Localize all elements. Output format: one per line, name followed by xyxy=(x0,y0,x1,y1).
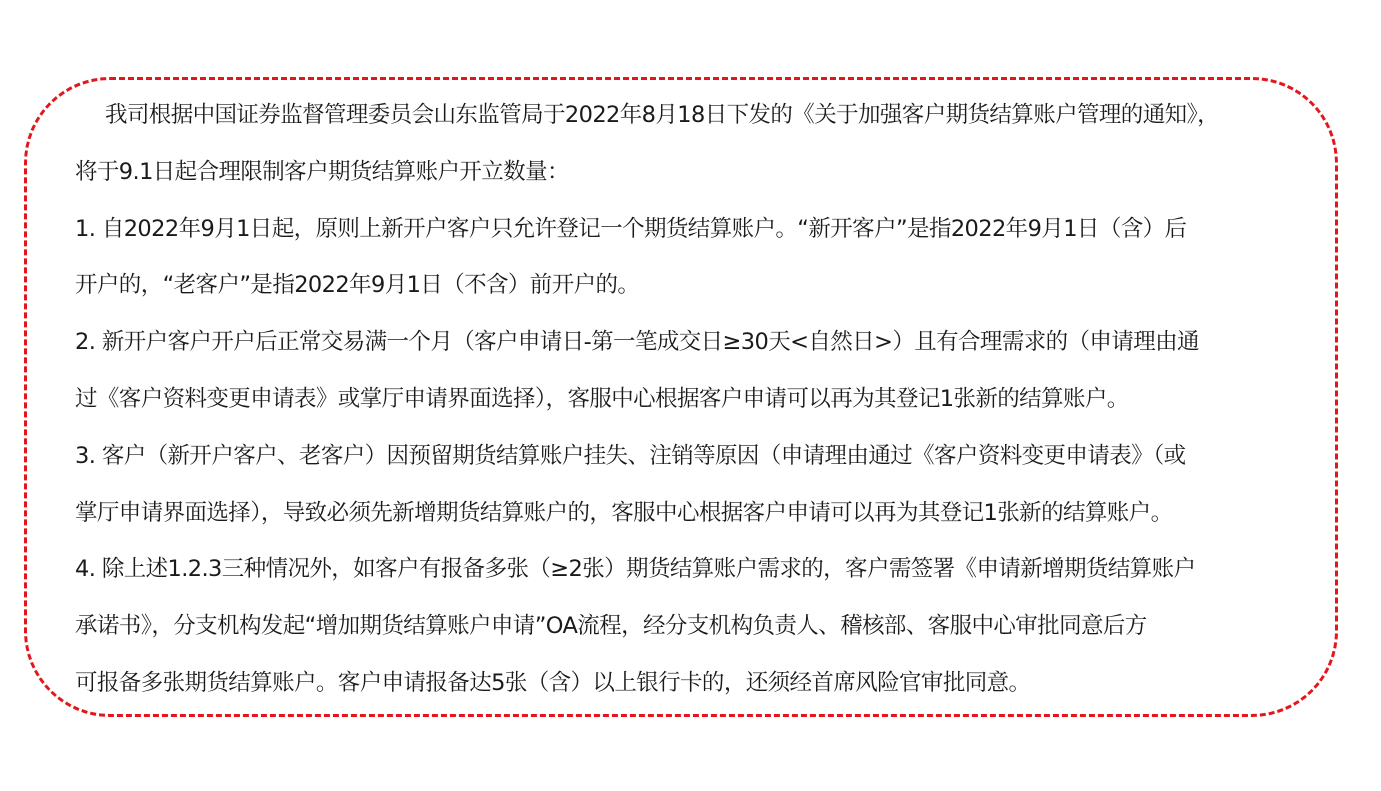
rule-4-line-2: 承诺书》，分支机构发起“增加期货结算账户申请”OA流程，经分支机构负责人、稽核部、客服中心审批同意后方 xyxy=(75,613,1147,640)
rule-1-line-1: 1. 自2022年9月1日起，原则上新开户客户只允许登记一个期货结算账户。“新开客户”是指2022年9月1日（含）后 xyxy=(75,215,1187,242)
rule-3-line-1: 3. 客户（新开户客户、老客户）因预留期货结算账户挂失、注销等原因（申请理由通过《客户资料变更申请表》（或 xyxy=(75,442,1186,469)
rule-2-line-2: 过《客户资料变更申请表》或掌厅申请界面选择），客服中心根据客户申请可以再为其登记1张新的结算账户。 xyxy=(75,385,1129,412)
rule-4-line-3: 可报备多张期货结算账户。客户申请报备达5张（含）以上银行卡的，还须经首席风险官审批同意。 xyxy=(75,669,1031,696)
rule-1-line-2: 开户的，“老客户”是指2022年9月1日（不含）前开户的。 xyxy=(75,272,640,299)
rule-3-line-2: 掌厅申请界面选择），导致必须先新增期货结算账户的，客服中心根据客户申请可以再为其登记1张新的结算账户。 xyxy=(75,499,1173,526)
rule-2-line-1: 2. 新开户客户开户后正常交易满一个月（客户申请日-第一笔成交日≥30天<自然日>）且有合理需求的（申请理由通 xyxy=(75,329,1199,356)
intro-line-2: 将于9.1日起合理限制客户期货结算账户开立数量： xyxy=(75,158,569,185)
notice-body xyxy=(75,87,1315,712)
intro-line-1: 我司根据中国证券监督管理委员会山东监管局于2022年8月18日下发的《关于加强客户期货结算账户管理的通知》， xyxy=(105,102,1220,128)
rule-4-line-1: 4. 除上述1.2.3三种情况外，如客户有报备多张（≥2张）期货结算账户需求的，客户需签署《申请新增期货结算账户 xyxy=(75,556,1196,583)
